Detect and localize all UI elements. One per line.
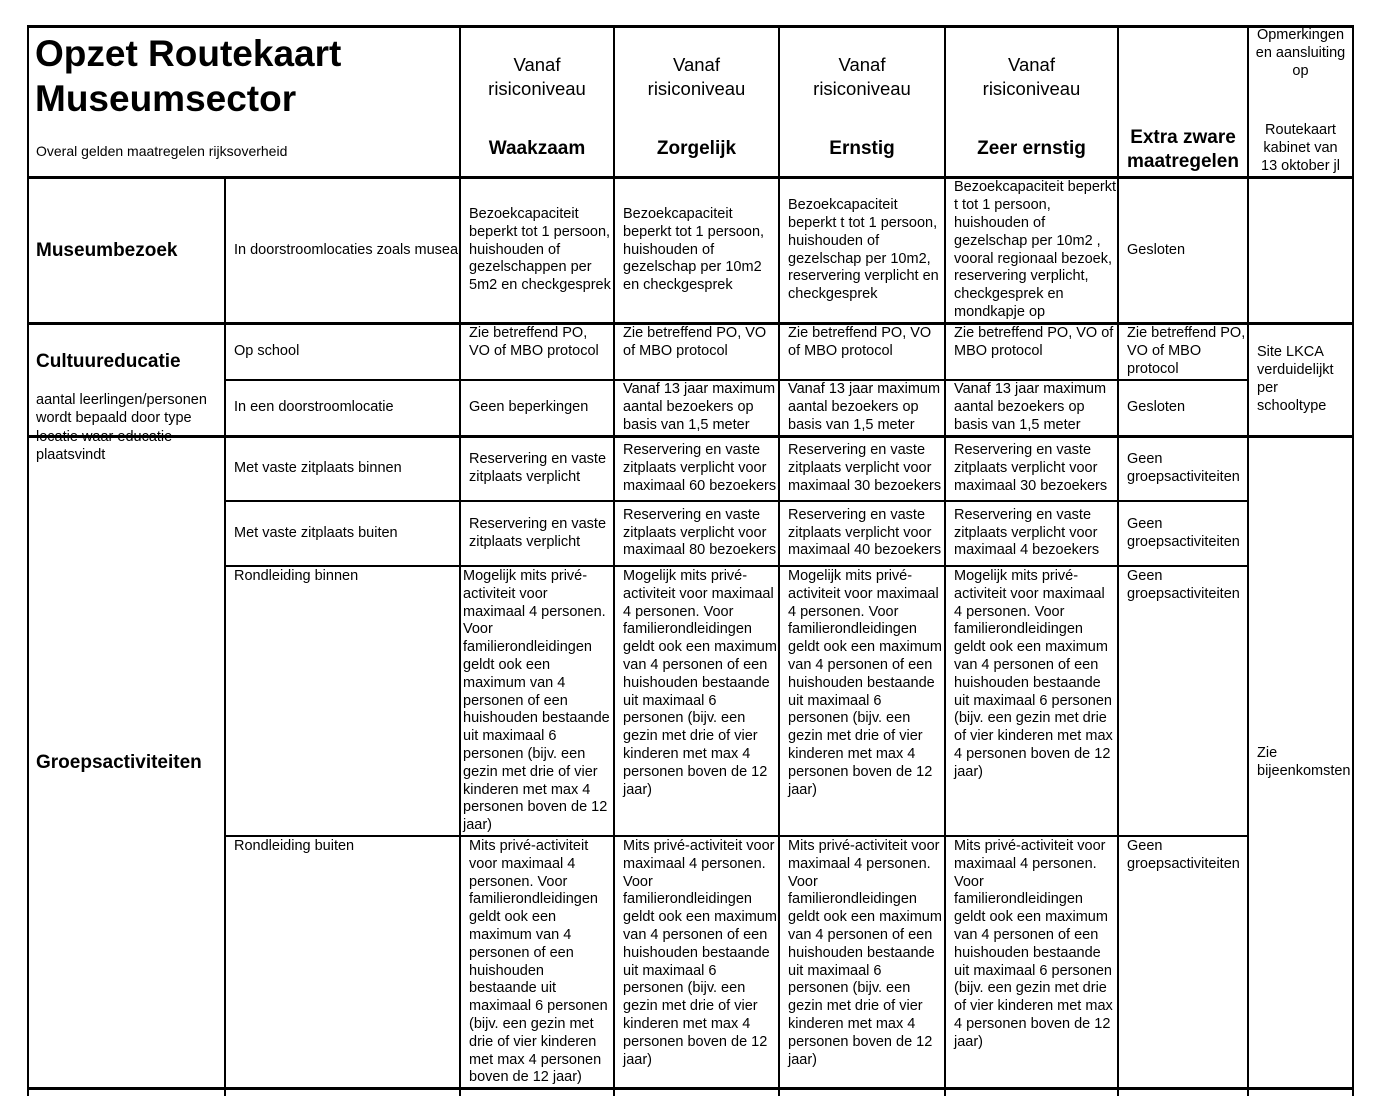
table-cell: Mogelijk mits privé- activiteit voor maximaal 4 personen. Voor familierondleidingen geldt ook een maximum van 4 personen of een huishouden bestaande uit maximaal 6 personen (bijv. een gezin met drie of vier kinderen met max 4 personen boven de 12 jaar)	[463, 568, 610, 834]
table-cell: Mogelijk mits privé- activiteit voor maximaal 4 personen. Voor familierondleidingen geldt ook een maximum van 4 personen of een huishouden bestaande uit maximaal 6 personen (bijv. een gezin met drie of vier kinderen met max 4 personen boven de 12 jaar)	[788, 568, 942, 798]
column-divider	[944, 25, 946, 1096]
table-cell: Mits privé-activiteit voor maximaal 4 personen. Voor familierondleidingen geldt ook een maximum van 4 personen of een huishouden bestaande uit maximaal 6 personen (bijv. een gezin met drie of vier kinderen met max 4 personen boven de 12 jaar)	[469, 838, 608, 1086]
table-cell-extra: Geen groepsactiviteiten	[1127, 451, 1240, 485]
row-label: Met vaste zitplaats buiten	[234, 524, 398, 541]
table-cell: Reservering en vaste zitplaats verplicht voor maximaal 4 bezoekers	[954, 506, 1100, 559]
column-divider	[224, 178, 226, 1096]
remark-groepsactiviteiten: Zie bijeenkomsten	[1257, 744, 1351, 779]
routekaart-document	[27, 25, 1354, 1096]
header-extra-measures: Extra zware maatregelen	[1127, 127, 1239, 172]
section-title-museumbezoek: Museumbezoek	[36, 240, 178, 261]
section-title-groepsactiviteiten: Groepsactiviteiten	[36, 752, 202, 773]
level-name: Zorgelijk	[656, 138, 737, 159]
header-level-zorgelijk	[615, 25, 778, 176]
table-cell: Bezoekcapaciteit beperkt tot 1 persoon, huishouden of gezelschappen per 5m2 en checkgesprek	[469, 206, 611, 294]
row-label: Op school	[234, 343, 300, 360]
table-cell: Mogelijk mits privé- activiteit voor maximaal 4 personen. Voor familierondleidingen geldt ook een maximum van 4 personen of een huishouden bestaande uit maximaal 6 personen (bijv. een gezin met drie of vier kinderen met max 4 personen boven de 12 jaar)	[954, 568, 1113, 780]
table-cell: Zie betreffend PO, VO of MBO protocol	[788, 325, 932, 359]
level-name: Ernstig	[829, 138, 895, 159]
table-cell: Mits privé-activiteit voor maximaal 4 personen. Voor familierondleidingen geldt ook een maximum van 4 personen of een huishouden bestaande uit maximaal 6 personen (bijv. een gezin met drie of vier kinderen met max 4 personen boven de 12 jaar)	[623, 838, 777, 1068]
row-label: Rondleiding buiten	[234, 838, 355, 854]
table-border-right	[1352, 25, 1354, 1096]
row-label: Rondleiding binnen	[234, 568, 359, 584]
header-remarks-top: Opmerkingen en aansluiting op	[1255, 27, 1346, 79]
header-level-ernstig	[780, 25, 944, 176]
table-cell: Mits privé-activiteit voor maximaal 4 personen. Voor familierondleidingen geldt ook een maximum van 4 personen of een huishouden bestaande uit maximaal 6 personen (bijv. een gezin met drie of vier kinderen met max 4 personen boven de 12 jaar)	[954, 838, 1113, 1050]
table-cell: Reservering en vaste zitplaats verplicht voor maximaal 80 bezoekers	[623, 506, 777, 559]
level-name: Zeer ernstig	[977, 138, 1086, 159]
document-subtitle: Overal gelden maatregelen rijksoverheid	[36, 143, 288, 159]
table-cell: Zie betreffend PO, VO of MBO protocol	[954, 325, 1114, 359]
table-cell-extra: Gesloten	[1127, 399, 1186, 416]
document-title: Opzet Routekaart Museumsector	[35, 33, 342, 119]
table-cell: Reservering en vaste zitplaats verplicht	[469, 515, 607, 550]
remark-cultuureducatie: Site LKCA verduidelijkt per schooltype	[1257, 344, 1334, 414]
section-cultuureducatie	[36, 332, 224, 464]
level-name: Waakzaam	[488, 138, 586, 159]
table-cell-extra: Geen groepsactiviteiten	[1127, 515, 1240, 550]
table-cell: Zie betreffend PO, VO of MBO protocol	[623, 325, 767, 359]
section-divider	[27, 1087, 1354, 1090]
table-cell: Reservering en vaste zitplaats verplicht	[469, 451, 607, 485]
table-cell: Reservering en vaste zitplaats verplicht voor maximaal 60 bezoekers	[623, 442, 777, 494]
table-border-left	[27, 25, 29, 1096]
row-label: In doorstroomlocaties zoals musea	[234, 241, 459, 258]
table-cell-extra: Geen groepsactiviteiten	[1127, 838, 1240, 872]
table-cell: Reservering en vaste zitplaats verplicht voor maximaal 30 bezoekers	[788, 442, 942, 494]
table-cell: Zie betreffend PO, VO of MBO protocol	[469, 325, 599, 359]
table-cell: Geen beperkingen	[469, 399, 589, 416]
row-label: In een doorstroomlocatie	[234, 399, 394, 416]
table-cell: Mits privé-activiteit voor maximaal 4 personen. Voor familierondleidingen geldt ook een maximum van 4 personen of een huishouden bestaande uit maximaal 6 personen (bijv. een gezin met drie of vier kinderen met max 4 personen boven de 12 jaar)	[788, 838, 942, 1068]
row-label: Met vaste zitplaats binnen	[234, 460, 402, 477]
header-remarks-bottom: Routekaart kabinet van 13 oktober jl	[1261, 122, 1340, 174]
level-prefix: Vanaf risiconiveau	[982, 54, 1081, 99]
column-divider	[1117, 25, 1119, 1096]
table-cell-extra: Zie betreffend PO, VO of MBO protocol	[1127, 325, 1246, 377]
column-divider	[613, 25, 615, 1096]
table-cell: Bezoekcapaciteit beperkt t tot 1 persoon, huishouden of gezelschap per 10m2, reservering verplicht en checkgesprek	[788, 197, 939, 303]
level-prefix: Vanaf risiconiveau	[488, 54, 586, 99]
header-level-zeer-ernstig	[946, 25, 1117, 176]
table-cell: Reservering en vaste zitplaats verplicht voor maximaal 30 bezoekers	[954, 442, 1108, 494]
table-cell-extra: Gesloten	[1127, 241, 1186, 258]
table-cell: Bezoekcapaciteit beperkt tot 1 persoon, huishouden of gezelschap per 10m2 en checkgesprek	[623, 206, 765, 294]
section-title-cultuureducatie: Cultuureducatie	[36, 350, 181, 372]
table-cell: Vanaf 13 jaar maximum aantal bezoekers op basis van 1,5 meter	[954, 381, 1107, 433]
table-cell: Reservering en vaste zitplaats verplicht voor maximaal 40 bezoekers	[788, 506, 942, 559]
section-subtitle: aantal leerlingen/personen wordt bepaald door type locatie waar educatie plaatsvindt	[36, 391, 207, 464]
level-prefix: Vanaf risiconiveau	[813, 54, 911, 99]
table-cell-extra: Geen groepsactiviteiten	[1127, 568, 1240, 602]
column-divider	[778, 25, 780, 1096]
column-divider	[1247, 25, 1249, 1096]
table-cell: Vanaf 13 jaar maximum aantal bezoekers op basis van 1,5 meter	[623, 381, 776, 433]
row-divider	[224, 835, 1249, 837]
table-cell: Mogelijk mits privé- activiteit voor maximaal 4 personen. Voor familierondleidingen geldt ook een maximum van 4 personen of een huishouden bestaande uit maximaal 6 personen (bijv. een gezin met drie of vier kinderen met max 4 personen boven de 12 jaar)	[623, 568, 777, 798]
table-cell: Vanaf 13 jaar maximum aantal bezoekers op basis van 1,5 meter	[788, 381, 941, 433]
level-prefix: Vanaf risiconiveau	[647, 54, 746, 99]
row-divider	[224, 565, 1249, 567]
header-level-waakzaam	[461, 25, 613, 176]
table-cell: Bezoekcapaciteit beperkt t tot 1 persoon, huishouden of gezelschap per 10m2 , vooral regionaal bezoek, reservering verplicht, checkgesprek en mondkapje op	[954, 179, 1117, 320]
